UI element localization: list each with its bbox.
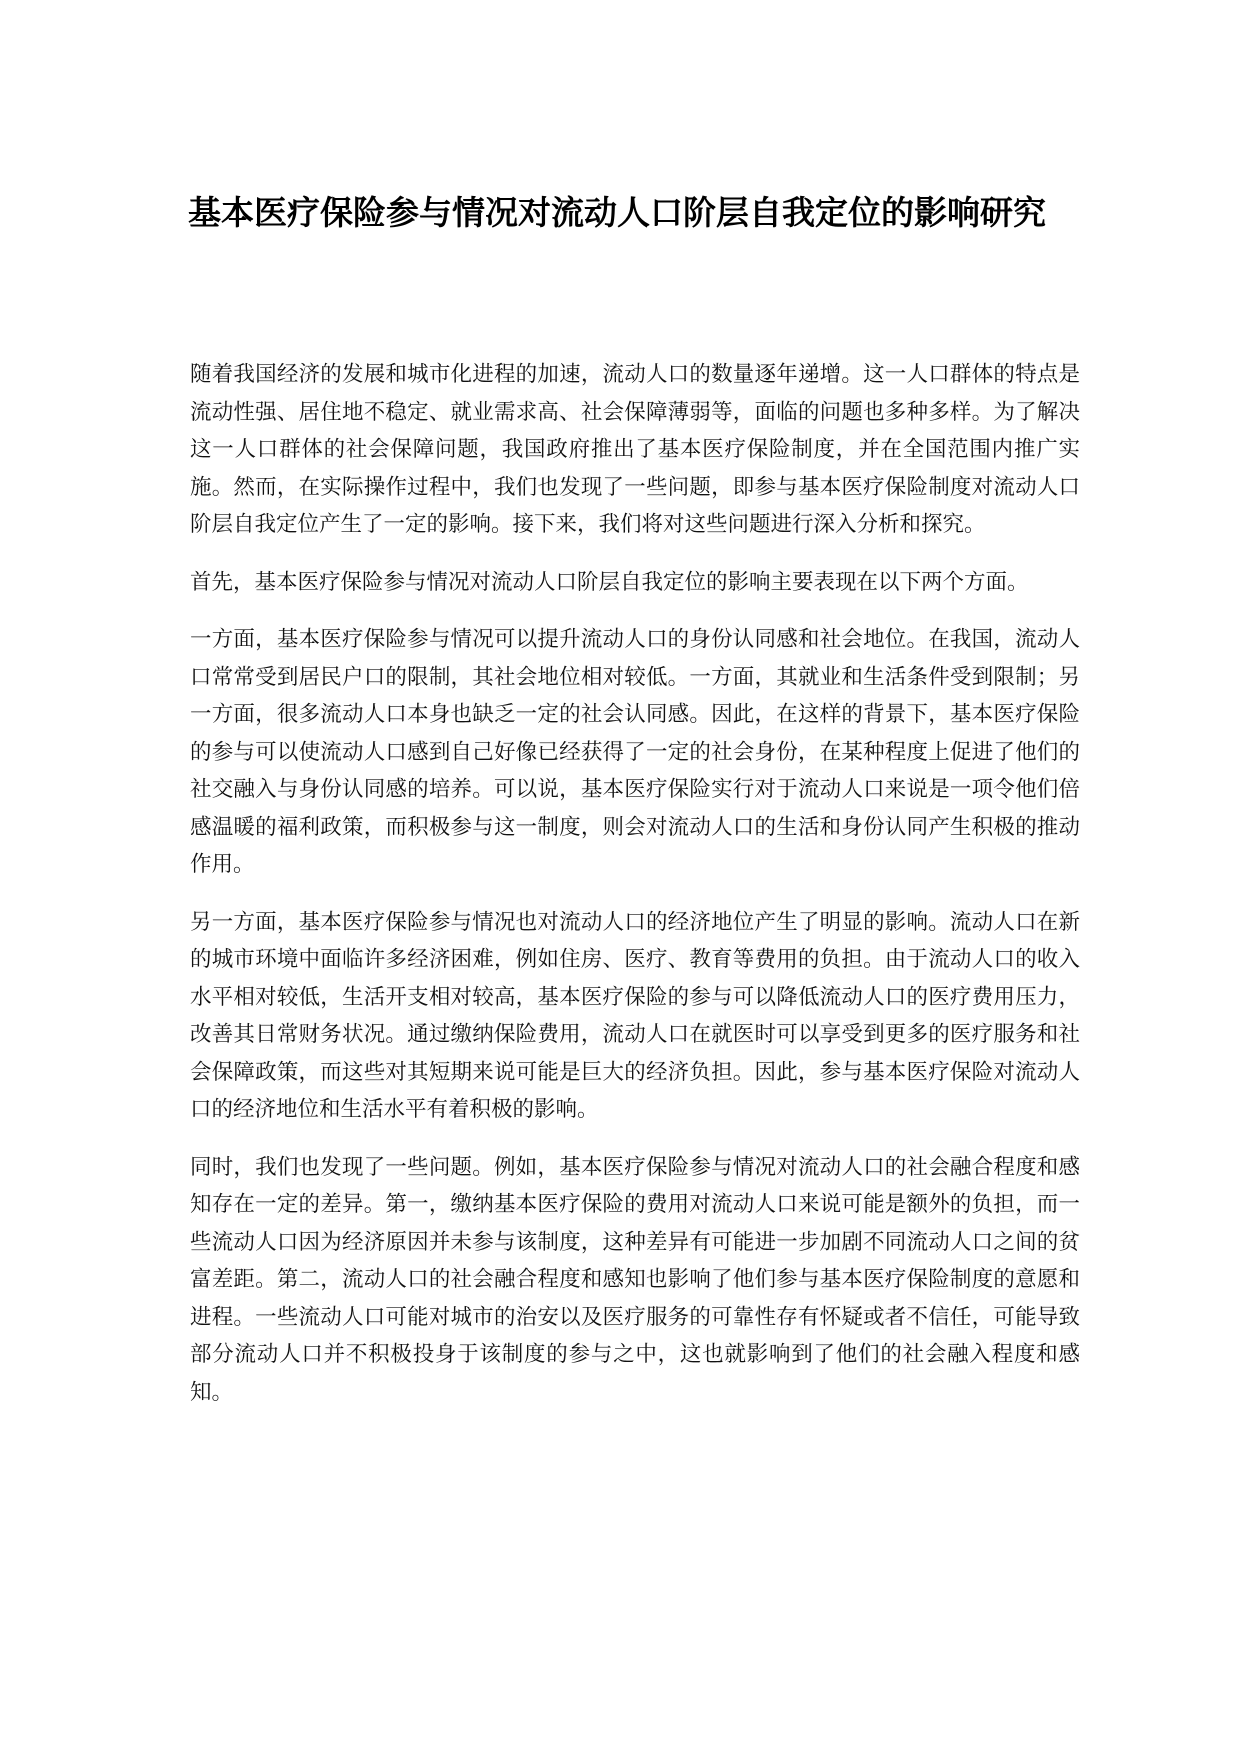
- paragraph-issues: 同时，我们也发现了一些问题。例如，基本医疗保险参与情况对流动人口的社会融合程度和感知存在一定的差异。第一，缴纳基本医疗保险的费用对流动人口来说可能是额外的负担，而一些流动人口因为经济原因并未参与该制度，这种差异有可能进一步加剧不同流动人口之间的贫富差距。第二，流动人口的社会融合程度和感知也影响了他们参与基本医疗保险制度的意愿和进程。一些流动人口可能对城市的治安以及医疗服务的可靠性存有怀疑或者不信任，可能导致部分流动人口并不积极投身于该制度的参与之中，这也就影响到了他们的社会融入程度和感知。: [190, 1154, 1080, 1405]
- document-title: 基本医疗保险参与情况对流动人口阶层自我定位的影响研究: [188, 193, 1046, 232]
- paragraph-first: 首先，基本医疗保险参与情况对流动人口阶层自我定位的影响主要表现在以下两个方面。: [190, 569, 1029, 595]
- paragraph-economic: 另一方面，基本医疗保险参与情况也对流动人口的经济地位产生了明显的影响。流动人口在新的城市环境中面临许多经济困难，例如住房、医疗、教育等费用的负担。由于流动人口的收入水平相对较低，生活开支相对较高，基本医疗保险的参与可以降低流动人口的医疗费用压力，改善其日常财务状况。通过缴纳保险费用，流动人口在就医时可以享受到更多的医疗服务和社会保障政策，而这些对其短期来说可能是巨大的经济负担。因此，参与基本医疗保险对流动人口的经济地位和生活水平有着积极的影响。: [190, 909, 1080, 1122]
- document-body: [190, 356, 1080, 1431]
- paragraph-identity: 一方面，基本医疗保险参与情况可以提升流动人口的身份认同感和社会地位。在我国，流动人口常常受到居民户口的限制，其社会地位相对较低。一方面，其就业和生活条件受到限制；另一方面，很多流动人口本身也缺乏一定的社会认同感。因此，在这样的背景下，基本医疗保险的参与可以使流动人口感到自己好像已经获得了一定的社会身份，在某种程度上促进了他们的社交融入与身份认同感的培养。可以说，基本医疗保险实行对于流动人口来说是一项令他们倍感温暖的福利政策，而积极参与这一制度，则会对流动人口的生活和身份认同产生积极的推动作用。: [190, 627, 1080, 877]
- paragraph-intro: 随着我国经济的发展和城市化进程的加速，流动人口的数量逐年递增。这一人口群体的特点是流动性强、居住地不稳定、就业需求高、社会保障薄弱等，面临的问题也多种多样。为了解决这一人口群体的社会保障问题，我国政府推出了基本医疗保险制度，并在全国范围内推广实施。然而，在实际操作过程中，我们也发现了一些问题，即参与基本医疗保险制度对流动人口阶层自我定位产生了一定的影响。接下来，我们将对这些问题进行深入分析和探究。: [190, 362, 1080, 537]
